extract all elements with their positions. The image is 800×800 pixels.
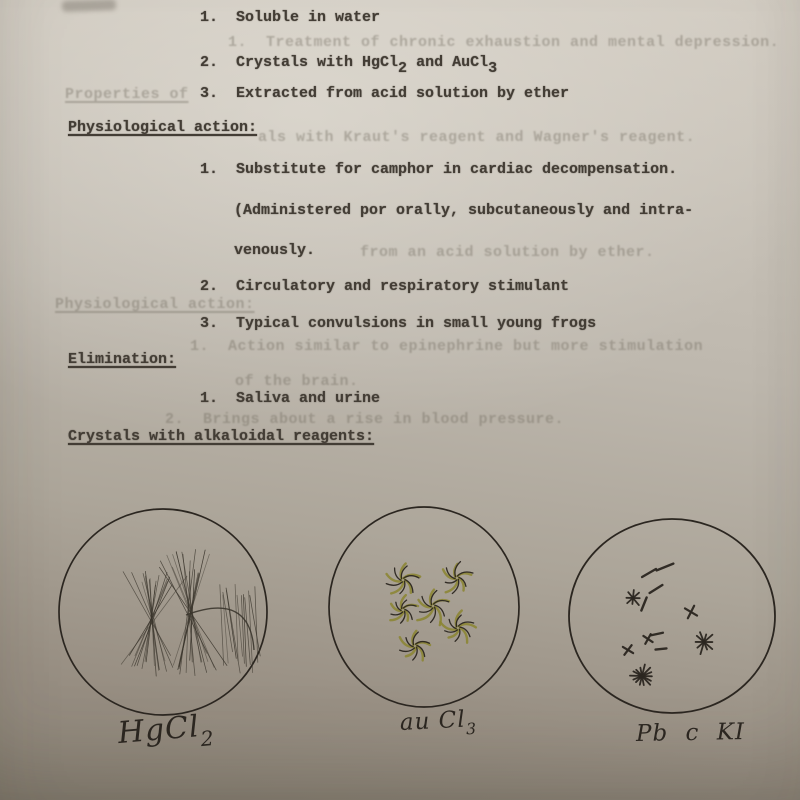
- aucl3-subscript: 3: [488, 60, 498, 77]
- list-item-crystals-reagents: [200, 53, 498, 77]
- heading-elimination: Elimination:: [68, 351, 177, 368]
- item2-text-mid: and AuCl: [407, 54, 489, 71]
- ink-smudge: [62, 0, 116, 12]
- figure-label-hgcl2: [116, 708, 215, 758]
- label-hgcl2-subscript: 2: [199, 726, 216, 752]
- ghost-line-acid-ether: from an acid solution by ether.: [360, 244, 655, 261]
- label-hgcl2-text: HgCl: [116, 709, 202, 752]
- item2-text: 2. Crystals with HgCl: [200, 54, 399, 71]
- label-aucl3-text: au Cl: [399, 706, 467, 736]
- ghost-line-epinephrine: 1. Action similar to epinephrine but more stimulation: [190, 338, 704, 355]
- list-item-extracted: 3. Extracted from acid solution by ether: [200, 85, 570, 102]
- heading-crystals-alkaloidal: Crystals with alkaloidal reagents:: [68, 428, 375, 445]
- ghost-line-blood-pressure: 2. Brings about a rise in blood pressure.: [165, 411, 565, 428]
- ghost-line-kraut-wagner: als with Kraut's reagent and Wagner's reagent.: [258, 129, 696, 146]
- petri-circle-aucl3-drawing: [329, 507, 519, 707]
- heading-physiological-action: Physiological action:: [68, 119, 258, 136]
- list-item-convulsions: 3. Typical convulsions in small young frogs: [200, 315, 597, 332]
- petri-circle-pbki-drawing: [569, 519, 775, 713]
- ghost-heading-properties: Properties of: [65, 86, 189, 103]
- hgcl2-subscript: 2: [398, 60, 408, 77]
- ghost-line-of-the-brain: of the brain.: [235, 373, 359, 390]
- petri-circle-hgcl2-drawing: [59, 509, 267, 715]
- label-aucl3-subscript: 3: [465, 718, 478, 739]
- list-item-saliva-urine: 1. Saliva and urine: [200, 390, 381, 407]
- list-item-administered: (Administered por orally, subcutaneously and intra-: [234, 202, 694, 219]
- ghost-heading-physiological: Physiological action:: [55, 296, 255, 313]
- figure-label-pbki: Pb c KI: [635, 719, 746, 747]
- list-item-soluble: 1. Soluble in water: [200, 9, 381, 26]
- ghost-line-treatment: 1. Treatment of chronic exhaustion and mental depression.: [228, 34, 780, 51]
- list-item-venously: venously.: [234, 242, 316, 259]
- list-item-circulatory: 2. Circulatory and respiratory stimulant: [200, 278, 570, 295]
- list-item-camphor-substitute: 1. Substitute for camphor in cardiac decompensation.: [200, 161, 678, 178]
- figure-label-aucl3: [399, 706, 477, 742]
